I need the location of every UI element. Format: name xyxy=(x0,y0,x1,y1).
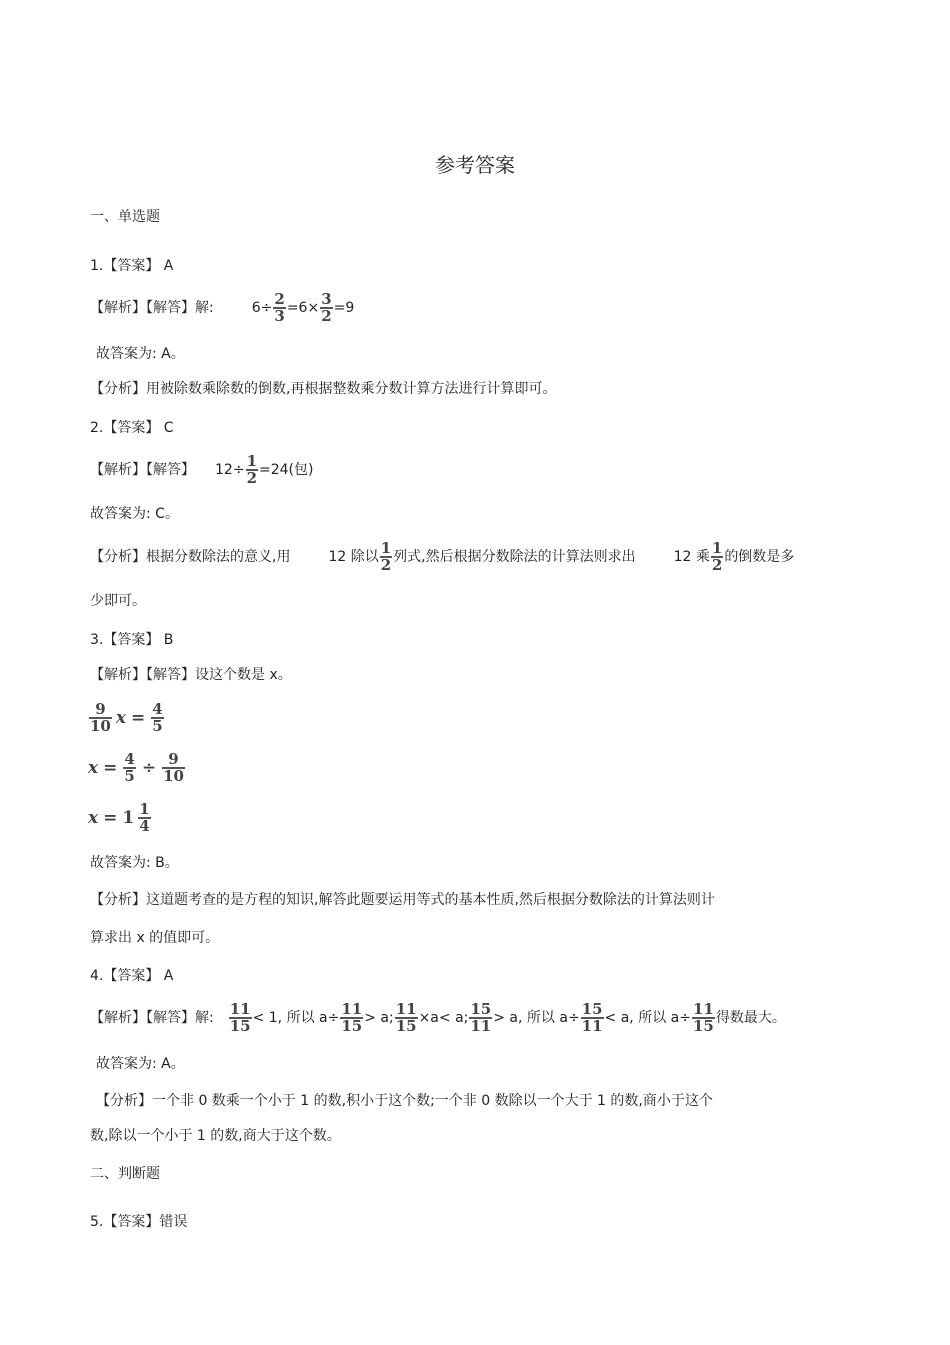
q4-fraction-15-11: $\frac{15}{11}$ xyxy=(470,1000,492,1035)
q4-text: < a, 所以 a÷ xyxy=(604,1010,691,1026)
q3-variable: x xyxy=(88,808,99,828)
q4-fraction-15-11: $\frac{15}{11}$ xyxy=(581,1000,603,1035)
q3-variable: x xyxy=(88,758,99,778)
q4-text: < 1, 所以 a÷ xyxy=(252,1010,340,1026)
q3-fraction-9-10: $\frac{9}{10}$ xyxy=(163,750,184,785)
q4-result: 故答案为: A。 xyxy=(96,1056,185,1072)
q2-fraction-1-2: $\frac{1}{2}$ xyxy=(246,452,257,487)
q1-expr-term: =6 xyxy=(286,300,308,316)
q2-analysis-label: 【解析】【解答】 xyxy=(90,462,195,478)
q3-equation-2 xyxy=(88,750,186,786)
q2-reason-text: 12 除以 xyxy=(328,549,379,565)
q3-fraction-4-5: $\frac{4}{5}$ xyxy=(124,750,135,785)
page-title: 参考答案 xyxy=(435,153,515,177)
q4-text: 得数最大。 xyxy=(715,1010,786,1026)
q2-reason-fraction-1-2-b: $\frac{1}{2}$ xyxy=(711,539,723,574)
q4-analysis xyxy=(90,1000,786,1036)
q2-reason-fraction-1-2: $\frac{1}{2}$ xyxy=(380,539,392,574)
q2-answer: 2.【答案】 C xyxy=(90,420,174,436)
q3-analysis: 【解析】【解答】设这个数是 x。 xyxy=(90,667,292,683)
q3-fraction-1-4: $\frac{1}{4}$ xyxy=(139,800,150,835)
q2-result: 故答案为: C。 xyxy=(90,506,179,522)
q3-equals: = xyxy=(103,808,118,828)
q1-fraction-2-3: $\frac{2}{3}$ xyxy=(274,290,285,325)
q4-fraction-11-15: $\frac{11}{15}$ xyxy=(229,1000,251,1035)
q1-analysis xyxy=(90,292,354,324)
q4-text: > a; xyxy=(364,1010,394,1026)
section-heading-single-choice: 一、单选题 xyxy=(90,209,160,225)
q1-reason: 【分析】用被除数乘除数的倒数,再根据整数乘分数计算方法进行计算即可。 xyxy=(90,381,557,397)
q1-answer: 1.【答案】 A xyxy=(90,258,174,274)
q3-answer: 3.【答案】 B xyxy=(90,632,174,648)
q1-expr-operator: × xyxy=(307,300,320,316)
q3-whole-number: 1 xyxy=(122,808,135,828)
q2-reason-continued: 少即可。 xyxy=(90,593,146,609)
q4-reason: 【分析】一个非 0 数乘一个小于 1 的数,积小于这个数;一个非 0 数除以一个大于 1 的数,商小于这个 xyxy=(96,1093,713,1109)
q1-expr-term: 6 xyxy=(251,300,261,316)
q1-fraction-3-2: $\frac{3}{2}$ xyxy=(321,290,332,325)
q3-equals: = xyxy=(103,758,118,778)
q4-fraction-11-15: $\frac{11}{15}$ xyxy=(341,1000,363,1035)
q3-fraction-9-10: $\frac{9}{10}$ xyxy=(90,700,111,735)
q4-analysis-label: 【解析】【解答】解: xyxy=(90,1010,214,1026)
q3-equals: = xyxy=(131,708,146,728)
q2-reason-text: 【分析】根据分数除法的意义,用 xyxy=(90,549,291,565)
q1-result: 故答案为: A。 xyxy=(96,346,185,362)
q3-fraction-4-5: $\frac{4}{5}$ xyxy=(152,700,163,735)
q2-reason-text: 12 乘 xyxy=(673,549,710,565)
q4-fraction-11-15: $\frac{11}{15}$ xyxy=(395,1000,417,1035)
q5-answer: 5.【答案】错误 xyxy=(90,1214,188,1230)
q2-expr-term: 12 xyxy=(215,462,233,478)
q3-equation-1 xyxy=(88,700,165,736)
q3-result: 故答案为: B。 xyxy=(90,855,179,871)
q4-reason-continued: 数,除以一个小于 1 的数,商大于这个数。 xyxy=(90,1128,341,1144)
q2-expr-operator: ÷ xyxy=(232,462,245,478)
section-heading-true-false: 二、判断题 xyxy=(90,1166,160,1182)
q3-variable: x xyxy=(115,708,127,728)
q2-reason-text: 列式,然后根据分数除法的计算法则求出 xyxy=(393,549,636,565)
q3-reason-continued: 算求出 x 的值即可。 xyxy=(90,930,220,946)
q1-analysis-label: 【解析】【解答】解: xyxy=(90,300,214,316)
q4-fraction-11-15: $\frac{11}{15}$ xyxy=(692,1000,714,1035)
q2-reason-text: 的倒数是多 xyxy=(724,549,795,565)
q3-divide: ÷ xyxy=(141,758,157,778)
q4-text: > a, 所以 a÷ xyxy=(493,1010,580,1026)
q2-reason xyxy=(90,540,794,574)
q2-analysis xyxy=(90,454,313,486)
q2-expr-result: =24(包) xyxy=(259,462,314,478)
q4-answer: 4.【答案】 A xyxy=(90,968,174,984)
q4-text: ×a< a; xyxy=(418,1010,469,1026)
q1-expr-operator: ÷ xyxy=(260,300,273,316)
q1-expr-result: =9 xyxy=(333,300,355,316)
q3-equation-3 xyxy=(88,800,152,836)
q3-reason: 【分析】这道题考查的是方程的知识,解答此题要运用等式的基本性质,然后根据分数除法的计算法则计 xyxy=(90,892,715,908)
